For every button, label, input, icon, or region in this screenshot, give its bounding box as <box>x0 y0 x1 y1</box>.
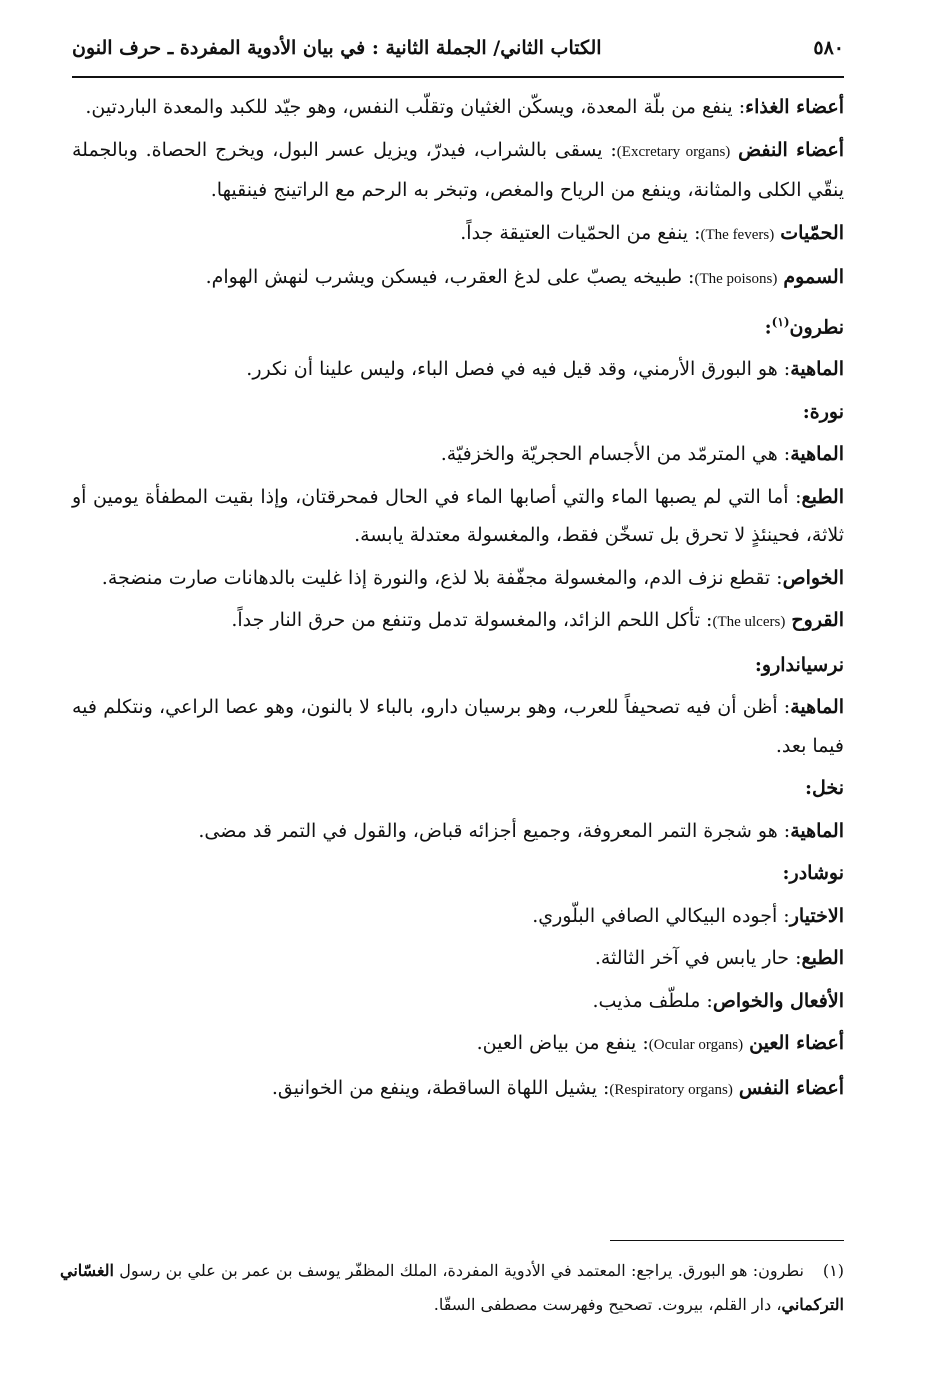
entry-term: الحمّيات <box>780 221 844 244</box>
entry-term: الطبع <box>801 947 844 970</box>
nushadir-afaal <box>72 982 844 1021</box>
heading-narsiyandaru <box>72 646 844 685</box>
entry-text: : ملطّف مذيب. <box>592 989 713 1012</box>
entry-text: : ينفع من الحمّيات العتيقة جداً. <box>460 221 701 244</box>
footnote <box>60 1254 844 1322</box>
entry-text: : طبيخه يصبّ على لدغ العقرب، فيسكن ويشرب لنهش الهوام. <box>205 266 695 288</box>
entry-text: : تقطع نزف الدم، والمغسولة مجفّفة بلا لذع، والنورة إذا غليت بالدهانات صارت منضجة. <box>101 566 783 589</box>
entry-text: : أما التي لم يصبها الماء والتي أصابها الماء في الحال فمحرقتان، وإذا بقيت المطفأة يومين أو ثلاثة، فحينئذٍ لا تحرق بل تسخّن فقط، والمغسولة معتدلة يابسة. <box>72 485 844 547</box>
page-header <box>72 28 844 68</box>
nushadir-nafs <box>72 1069 844 1110</box>
noura-qurooh <box>72 601 844 642</box>
entry-english: (Respiratory organs) <box>609 1081 733 1098</box>
noura-mahiya <box>72 435 844 474</box>
heading-nushadir <box>72 854 844 893</box>
entry-text: : يسقى بالشراب، فيدرّ، ويزيل عسر البول، ويخرج الحصاة. وبالجملة ينقّي الكلى والمثانة، وينفع من الرياح والمغص، وتبخر به الرحم مع الراتينج فينقيها. <box>72 138 844 201</box>
heading-colon: : <box>764 315 772 338</box>
entry-term: القروح <box>791 609 844 632</box>
entry-english: (Ocular organs) <box>648 1037 744 1054</box>
nushadir-ayn <box>72 1024 844 1065</box>
noura-tab <box>72 478 844 555</box>
entry-term: الطبع <box>801 485 844 508</box>
entry-poisons <box>72 258 844 299</box>
entry-text: : يشيل اللهاة الساقطة، وينفع من الخوانيق. <box>271 1076 610 1099</box>
footnote-text-end: ، دار القلم، بيروت. تصحيح وفهرست مصطفى السقّا. <box>433 1295 782 1314</box>
entry-english: (Excretary organs) <box>616 143 731 160</box>
heading-natrun <box>72 303 844 347</box>
footnote-text: نطرون: هو البورق. يراجع: المعتمد في الأدوية المفردة، الملك المظفّر يوسف بن عمر بن علي بن رسول <box>119 1261 805 1280</box>
entry-text: : هو شجرة التمر المعروفة، وجميع أجزائه قباض، والقول في التمر قد مضى. <box>198 819 791 842</box>
nakhl-mahiya <box>72 812 844 851</box>
entry-term: الماهية <box>790 696 844 719</box>
entry-english: (The ulcers) <box>712 614 786 631</box>
footnote-rule <box>610 1240 844 1241</box>
entry-term: الماهية <box>790 443 844 466</box>
noura-khawas <box>72 559 844 598</box>
heading-text: نورة: <box>802 400 844 423</box>
entry-text: : ينفع من بياض العين. <box>476 1032 649 1055</box>
nushadir-tab <box>72 939 844 978</box>
entry-english: (The fevers) <box>700 226 775 243</box>
entry-term: الاختيار <box>789 904 844 927</box>
entry-term: أعضاء الغذاء <box>745 96 844 118</box>
entry-text: : تأكل اللحم الزائد، والمغسولة تدمل وتنفع من حرق النار جداً. <box>231 609 713 632</box>
entry-term: الماهية <box>790 819 844 842</box>
entry-text: : ينفع من بلّة المعدة، ويسكّن الغثيان وتقلّب النفس، وهو جيّد للكبد والمعدة الباردتين. <box>85 96 746 118</box>
heading-text: نطرون <box>789 315 844 338</box>
entry-fevers <box>72 214 844 255</box>
footnote-bold-text: الغسّاني التركماني <box>60 1261 844 1314</box>
entry-term: أعضاء النفض <box>738 138 844 161</box>
entry-digestive-organs <box>72 88 844 127</box>
running-title: الكتاب الثاني/ الجملة الثانية : في بيان الأدوية المفردة ـ حرف النون <box>72 37 602 59</box>
heading-text: نوشادر: <box>782 862 844 885</box>
page-number: ٥٨٠ <box>813 37 844 59</box>
entry-text: : هي المترمّد من الأجسام الحجريّة والخزفيّة. <box>440 443 791 466</box>
nushadir-ikhtiyar <box>72 897 844 936</box>
entry-text: : أجوده البيكالي الصافي البلّوري. <box>532 904 790 927</box>
page-body <box>72 88 844 1113</box>
entry-term: الخواص <box>782 566 844 589</box>
entry-term: أعضاء النفس <box>738 1076 844 1099</box>
entry-english: (The poisons) <box>694 271 778 287</box>
entry-text: : هو البورق الأرمني، وقد قيل فيه في فصل الباء، وليس علينا أن نكرر. <box>246 358 791 381</box>
natrun-mahiya <box>72 350 844 389</box>
entry-term: الأفعال والخواص <box>712 989 844 1012</box>
narsiyandaru-mahiya <box>72 688 844 765</box>
heading-nakhl <box>72 769 844 808</box>
footnote-ref: (١) <box>771 314 790 329</box>
heading-text: نرسياندارو: <box>754 653 844 676</box>
entry-term: السموم <box>783 266 844 288</box>
heading-noura <box>72 393 844 432</box>
header-rule <box>72 76 844 78</box>
heading-text: نخل: <box>805 777 844 800</box>
entry-excretory-organs <box>72 131 844 210</box>
entry-term: أعضاء العين <box>749 1032 844 1055</box>
entry-term: الماهية <box>790 358 844 381</box>
entry-text: : حار يابس في آخر الثالثة. <box>594 947 802 970</box>
footnote-number: (١) <box>822 1261 845 1280</box>
entry-text: : أظن أن فيه تصحيفاً للعرب، وهو برسيان دارو، بالباء لا بالنون، وهو عصا الراعي، ونتكلم فيه فيما بعد. <box>72 696 844 757</box>
